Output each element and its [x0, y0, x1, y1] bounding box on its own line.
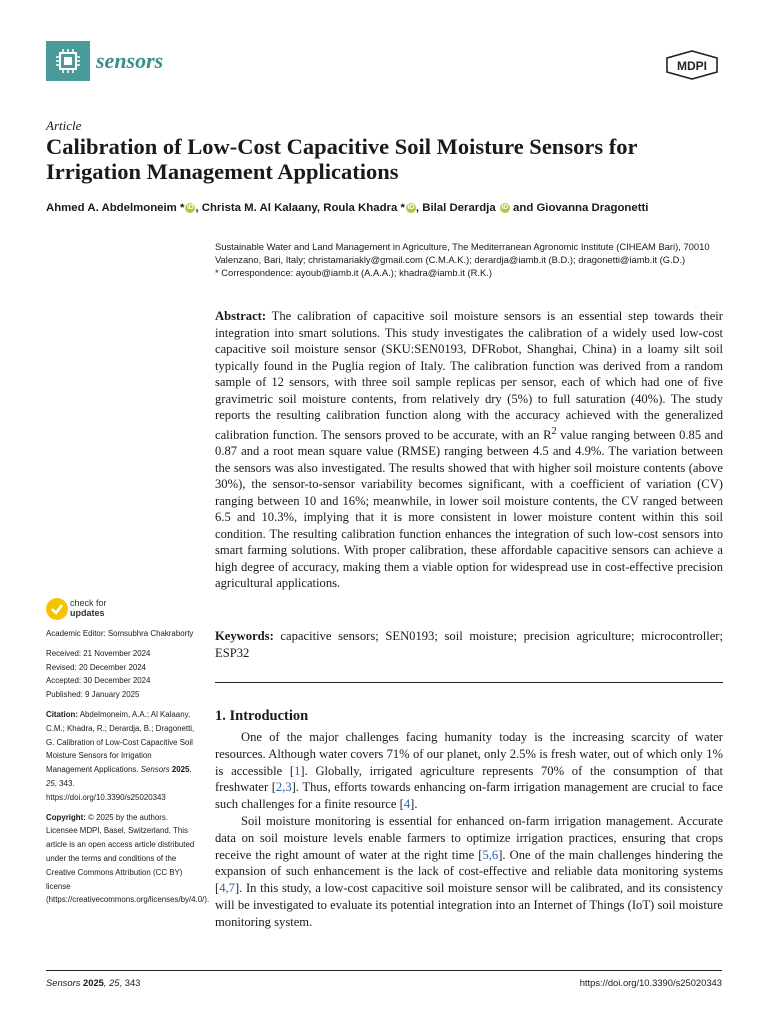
orcid-icon[interactable]: iD: [407, 203, 415, 211]
citation-label: Citation:: [46, 709, 78, 719]
text: ]. One of the main challenges hindering the expansion of such enhancement is the lack of cost-effective and reliable data monitoring systems [: [215, 847, 723, 896]
check-updates-link[interactable]: [70, 598, 107, 618]
text: One of the major challenges facing humanity today is the increasing scarcity of water resources. Although water covers 71% of our planet, only 2.5% is fresh water, out of which only 1% is accessible [: [215, 730, 723, 778]
author-christa-roula: , Christa M. Al Kalaany, Roula Khadra *: [195, 202, 405, 214]
footer-citation: [46, 977, 140, 988]
keywords: [215, 628, 723, 661]
accepted-date: Accepted: 30 December 2024: [46, 676, 151, 686]
affiliations: [215, 240, 723, 279]
footer-volume: , 25: [103, 977, 120, 988]
reference-link[interactable]: 4: [403, 797, 411, 812]
citation-volume: , 25: [46, 765, 192, 788]
check-updates-line1: check for: [70, 598, 107, 608]
author-list: [46, 200, 726, 216]
abstract-superscript: 2: [551, 425, 557, 437]
article-type: Article: [46, 118, 82, 133]
abstract-text-1: The calibration of capacitive soil moisture sensors is an essential step towards their integration into smart solutions. This study investigates the calibration of a widely used low-cost capacitive soil moisture sensor (SKU:SEN0193, DFRobot, Shanghai, China) in a loamy silt soil typically found in the Puglia region of Italy. The calibration function was derived from a random sample of 12 sensors, with three soil sample replicas per sensor, each of which had one of five gravimetric soil moisture contents, from relatively dry (5%) to full saturation (40%). The study reports the resulting calibration function along with the accuracy achieved with the generalized calibration function. The sensors proved to be accurate, with an R: [215, 309, 723, 442]
intro-paragraph-2: [215, 813, 723, 931]
copyright-label: Copyright:: [46, 812, 86, 822]
reference-link[interactable]: 4,7: [219, 881, 235, 896]
text: Soil moisture monitoring is essential for enhanced on-farm irrigation management. Accurate data on soil moisture levels enable farmers to optimize irrigation practices, ensuring that crops receive the right amount of water at the right time [: [215, 813, 723, 862]
mdpi-logo-icon[interactable]: [664, 50, 720, 80]
citation-year: 2025: [169, 765, 190, 775]
footer-divider: [46, 970, 722, 971]
reference-link[interactable]: 1: [294, 763, 301, 778]
orcid-icon[interactable]: iD: [501, 203, 509, 211]
author-ahmed: Ahmed A. Abdelmoneim *: [46, 202, 185, 214]
reference-link[interactable]: 2,3: [275, 780, 292, 795]
author-bilal: , Bilal Derardja: [415, 202, 496, 214]
affiliation-text: Sustainable Water and Land Management in Agriculture, The Mediterranean Agronomic Institute (CIHEAM Bari), 70010 Valenzano, Bari, Italy; christamariakly@gmail.com (C.M.A.K.); derardja@iamb.it (B.D.); dragonetti@iamb.it (G.D.): [215, 241, 710, 265]
citation-text-2[interactable]: , 343. https://doi.org/10.3390/s25020343: [46, 778, 166, 802]
article-info-sidebar: [46, 627, 210, 907]
received-date: Received: 21 November 2024: [46, 648, 151, 658]
citation-journal: Sensors: [140, 765, 170, 775]
revised-date: Revised: 20 December 2024: [46, 662, 147, 672]
text: ]. In this study, a low-cost capacitive soil moisture sensor will be calibrated, and its consistency will be investigated to evaluate its potential integration into an Internet of Things (IoT) soil moisture monitoring system.: [215, 881, 723, 929]
reference-link[interactable]: 5,6: [482, 847, 499, 862]
publisher-name: MDPI: [677, 59, 707, 73]
footer-page: , 343: [119, 977, 141, 988]
footer-year: 2025: [80, 977, 104, 988]
orcid-icon[interactable]: iD: [186, 203, 194, 211]
abstract-label: Abstract:: [215, 309, 267, 323]
copyright: [46, 811, 210, 908]
keywords-label: Keywords:: [215, 629, 274, 643]
citation-text-1: Abdelmoneim, A.A.; Al Kalaany, C.M.; Khadra, R.; Derardja, B.; Dragonetti, G. Calibration of Low-Cost Capacitive Soil Moisture Sensors for Irrigation Management Applications.: [46, 709, 195, 775]
abstract-text-2: value ranging between 0.85 and 0.87 and a root mean square value (RMSE) ranging between 4.5 and 4.9%. The variation between the sensors was also investigated. The results showed that with higher soil moisture contents (above 30%), the sensor-to-sensor variability becomes significant, with a coefficient of variation (CV) ranging between 10 and 16%; meanwhile, in lower soil moisture contents, the CV ranged between 6.5 and 10.3%, implying that it is more consistent in lower moisture content within this soil condition. The resulting calibration function enhances the integration of such low-cost sensors into smart farming solutions. With proper calibration, these affordable capacitive sensors can achieve a high degree of accuracy, making them a viable option for widespread use in cost-effective precision agricultural applications.: [215, 427, 723, 591]
text: ]. Globally, irrigated agriculture represents 70% of the consumption of that freshwater [: [215, 763, 724, 795]
copyright-text: © 2025 by the authors. Licensee MDPI, Basel, Switzerland. This article is an open access article distributed under the terms and conditions of the Creative Commons Attribution (CC BY) license (https://creativecommons.org/licenses/by/4.0/).: [46, 812, 210, 905]
introduction-body: [215, 729, 723, 931]
published-date: Published: 9 January 2025: [46, 690, 140, 700]
paper-title: Calibration of Low-Cost Capacitive Soil Moisture Sensors for Irrigation Management Applications: [46, 134, 638, 184]
author-giovanna: and Giovanna Dragonetti: [509, 202, 649, 214]
citation: [46, 708, 196, 805]
check-updates-line2: updates: [70, 608, 105, 618]
text: ].: [410, 797, 418, 812]
keywords-text: capacitive sensors; SEN0193; soil moisture; precision agriculture; microcontroller; ESP32: [215, 629, 723, 660]
correspondence: * Correspondence: ayoub@iamb.it (A.A.A.); khadra@iamb.it (R.K.): [215, 267, 492, 278]
abstract: [215, 308, 723, 592]
footer-doi-link[interactable]: https://doi.org/10.3390/s25020343: [579, 977, 722, 988]
text: ]. Thus, efforts towards enhancing on-farm irrigation management are crucial to face such challenges for a finite resource [: [215, 780, 723, 812]
section-heading-introduction: 1. Introduction: [215, 708, 309, 724]
check-updates-icon[interactable]: [46, 598, 68, 620]
academic-editor: Academic Editor: Somsubhra Chakraborty: [46, 629, 194, 638]
journal-logo-icon[interactable]: [46, 41, 90, 81]
footer-journal: Sensors: [46, 977, 81, 988]
journal-name[interactable]: sensors: [96, 48, 164, 73]
divider: [215, 682, 723, 683]
intro-paragraph-1: [215, 729, 723, 813]
